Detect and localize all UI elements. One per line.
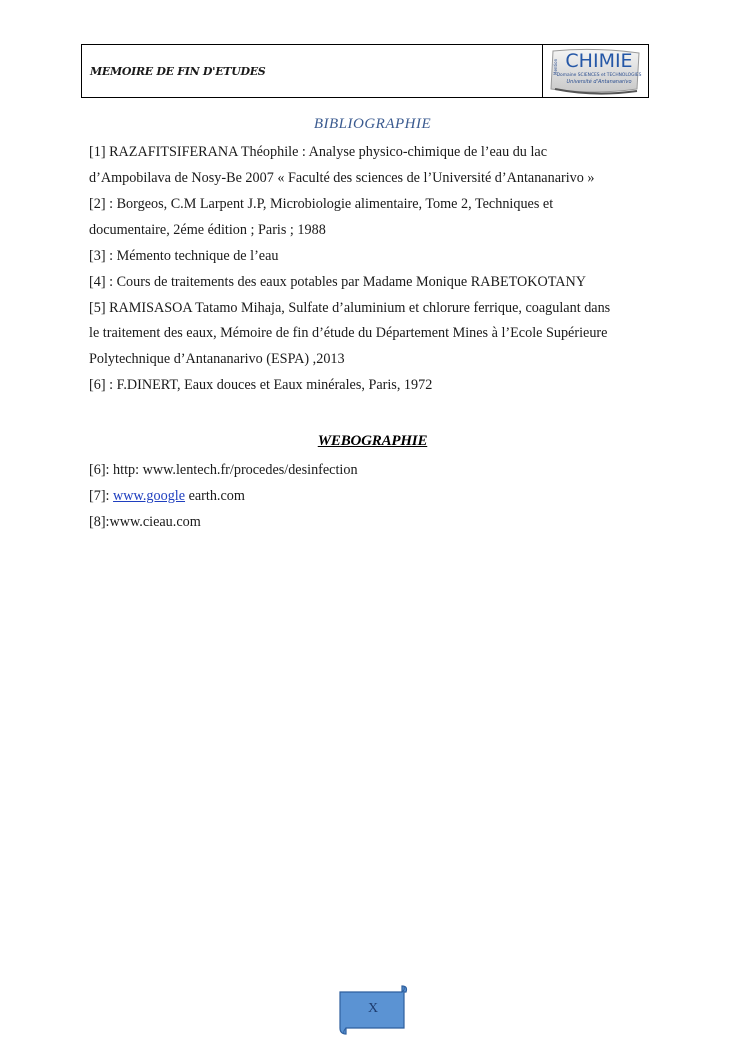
page-number: X xyxy=(367,1001,379,1016)
page-header xyxy=(81,44,649,98)
bibliography-title: BIBLIOGRAPHIE xyxy=(313,116,432,132)
chimie-logo xyxy=(542,45,648,97)
webography-line-prefix: [7]: xyxy=(89,488,114,504)
webography-line-suffix: earth.com xyxy=(185,488,245,504)
logo-side-text: Mention xyxy=(552,58,558,75)
bibliography-line: d’Ampobilava de Nosy-Be 2007 « Faculté des sciences de l’Université d’Antananarivo » xyxy=(89,170,595,186)
bibliography-line: documentaire, 2éme édition ; Paris ; 1988 xyxy=(89,222,326,238)
webography-title: WEBOGRAPHIE xyxy=(317,433,428,449)
bibliography-line: [4] : Cours de traitements des eaux potables par Madame Monique RABETOKOTANY xyxy=(89,274,587,290)
chimie-logo-graphic xyxy=(547,45,645,97)
bibliography-line: [1] RAZAFITSIFERANA Théophile : Analyse physico-chimique de l’eau du lac xyxy=(89,144,547,160)
bibliography-line: [3] : Mémento technique de l’eau xyxy=(89,248,279,264)
bibliography-line: [2] : Borgeos, C.M Larpent J.P, Microbiologie alimentaire, Tome 2, Techniques et xyxy=(89,196,554,212)
webography-line: [6]: http: www.lentech.fr/procedes/desinfection xyxy=(89,462,358,478)
webography-line xyxy=(89,487,245,505)
bibliography-line: Polytechnique d’Antananarivo (ESPA) ,2013 xyxy=(89,351,345,367)
google-link[interactable]: www.google xyxy=(113,488,186,504)
logo-text: CHIMIE xyxy=(564,50,633,72)
logo-subtext-2: Université d'Antananarivo xyxy=(565,79,632,85)
bibliography-line: [6] : F.DINERT, Eaux douces et Eaux minérales, Paris, 1972 xyxy=(89,377,433,393)
header-title: MEMOIRE DE FIN D'ETUDES xyxy=(90,64,266,78)
page-number-scroll xyxy=(338,984,408,1036)
logo-subtext-1: Domaine SCIENCES et TECHNOLOGIES xyxy=(556,73,641,78)
webography-line: [8]:www.cieau.com xyxy=(89,514,201,530)
bibliography-line: [5] RAMISASOA Tatamo Mihaja, Sulfate d’aluminium et chlorure ferrique, coagulant dans xyxy=(89,300,611,316)
bibliography-line: le traitement des eaux, Mémoire de fin d’étude du Département Mines à l’Ecole Supérieure xyxy=(89,325,608,341)
